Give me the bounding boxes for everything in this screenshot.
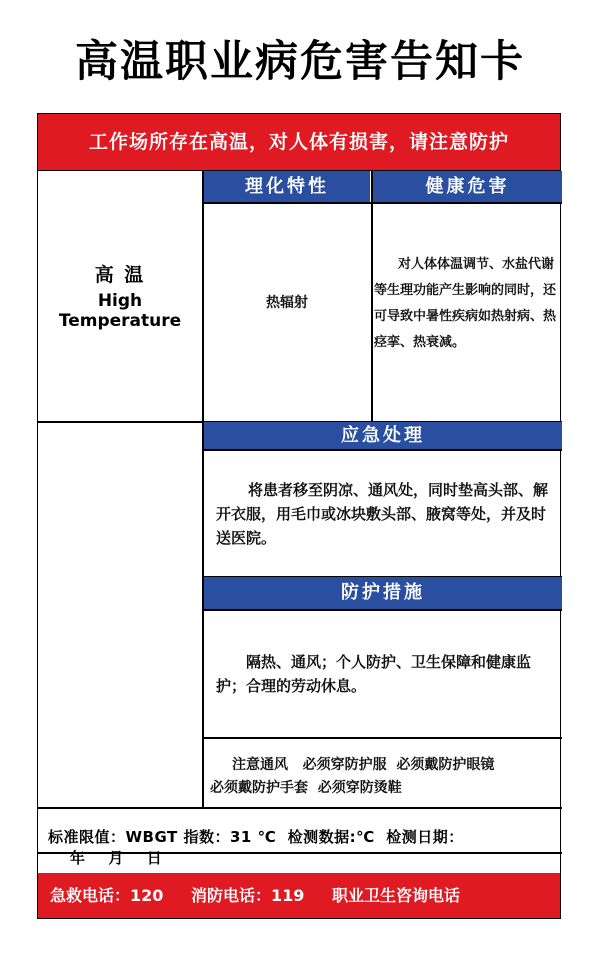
properties-value: 热辐射 <box>266 295 308 311</box>
standard-text: 标准限值：WBGT 指数：31 ℃ 检测数据:℃ 检测日期： <box>48 828 464 846</box>
first-aid-phone: 急救电话：120 <box>50 886 164 905</box>
protection-text: 隔热、通风；个人防护、卫生保障和健康监护；合理的劳动休息。 <box>216 653 532 695</box>
notice-line-1: 注意通风 必须穿防护服 必须戴防护眼镜 <box>232 757 495 773</box>
fire-phone: 消防电话：119 <box>190 886 305 905</box>
health-value: 对人体体温调节、水盐代谢等生理功能产生影响的同时，还可导致中暑性疾病如热射病、热痉挛、热衰减。 <box>374 257 557 350</box>
page-title: 高温职业病危害告知卡 <box>75 37 525 87</box>
emergency-text: 将患者移至阴凉、通风处，同时垫高头部、解开衣服，用毛巾或冰块敷头部、腋窝等处，并及时送医院。 <box>216 481 549 547</box>
row-divider-properties-head <box>202 202 562 204</box>
row-divider-standard <box>38 807 562 809</box>
hazard-name-cn: 高 温 <box>94 264 146 286</box>
notice-card <box>37 113 561 950</box>
middle-column-divider <box>371 170 373 422</box>
left-column-divider <box>202 170 204 807</box>
warning-banner: 工作场所存在高温，对人体有损害，请注意防护 <box>38 114 560 171</box>
contacts-bar <box>38 873 560 950</box>
emergency-header: 应急处理 <box>204 422 562 449</box>
standard-limit <box>48 826 560 868</box>
inspection-date: 年 月 日 <box>70 849 163 867</box>
properties-header: 理化特性 <box>204 171 370 202</box>
health-header: 健康危害 <box>373 171 562 202</box>
row-divider-protection-head <box>202 609 562 611</box>
hazard-name-en: High Temperature <box>58 291 182 331</box>
notice-line-2: 必须戴防护手套 必须穿防烫鞋 <box>210 780 402 796</box>
protection-header: 防护措施 <box>204 577 562 609</box>
row-divider-emergency-head <box>202 449 562 451</box>
row-divider-notice <box>202 737 562 739</box>
consult-phone: 职业卫生咨询电话 :3768817 <box>50 886 460 950</box>
